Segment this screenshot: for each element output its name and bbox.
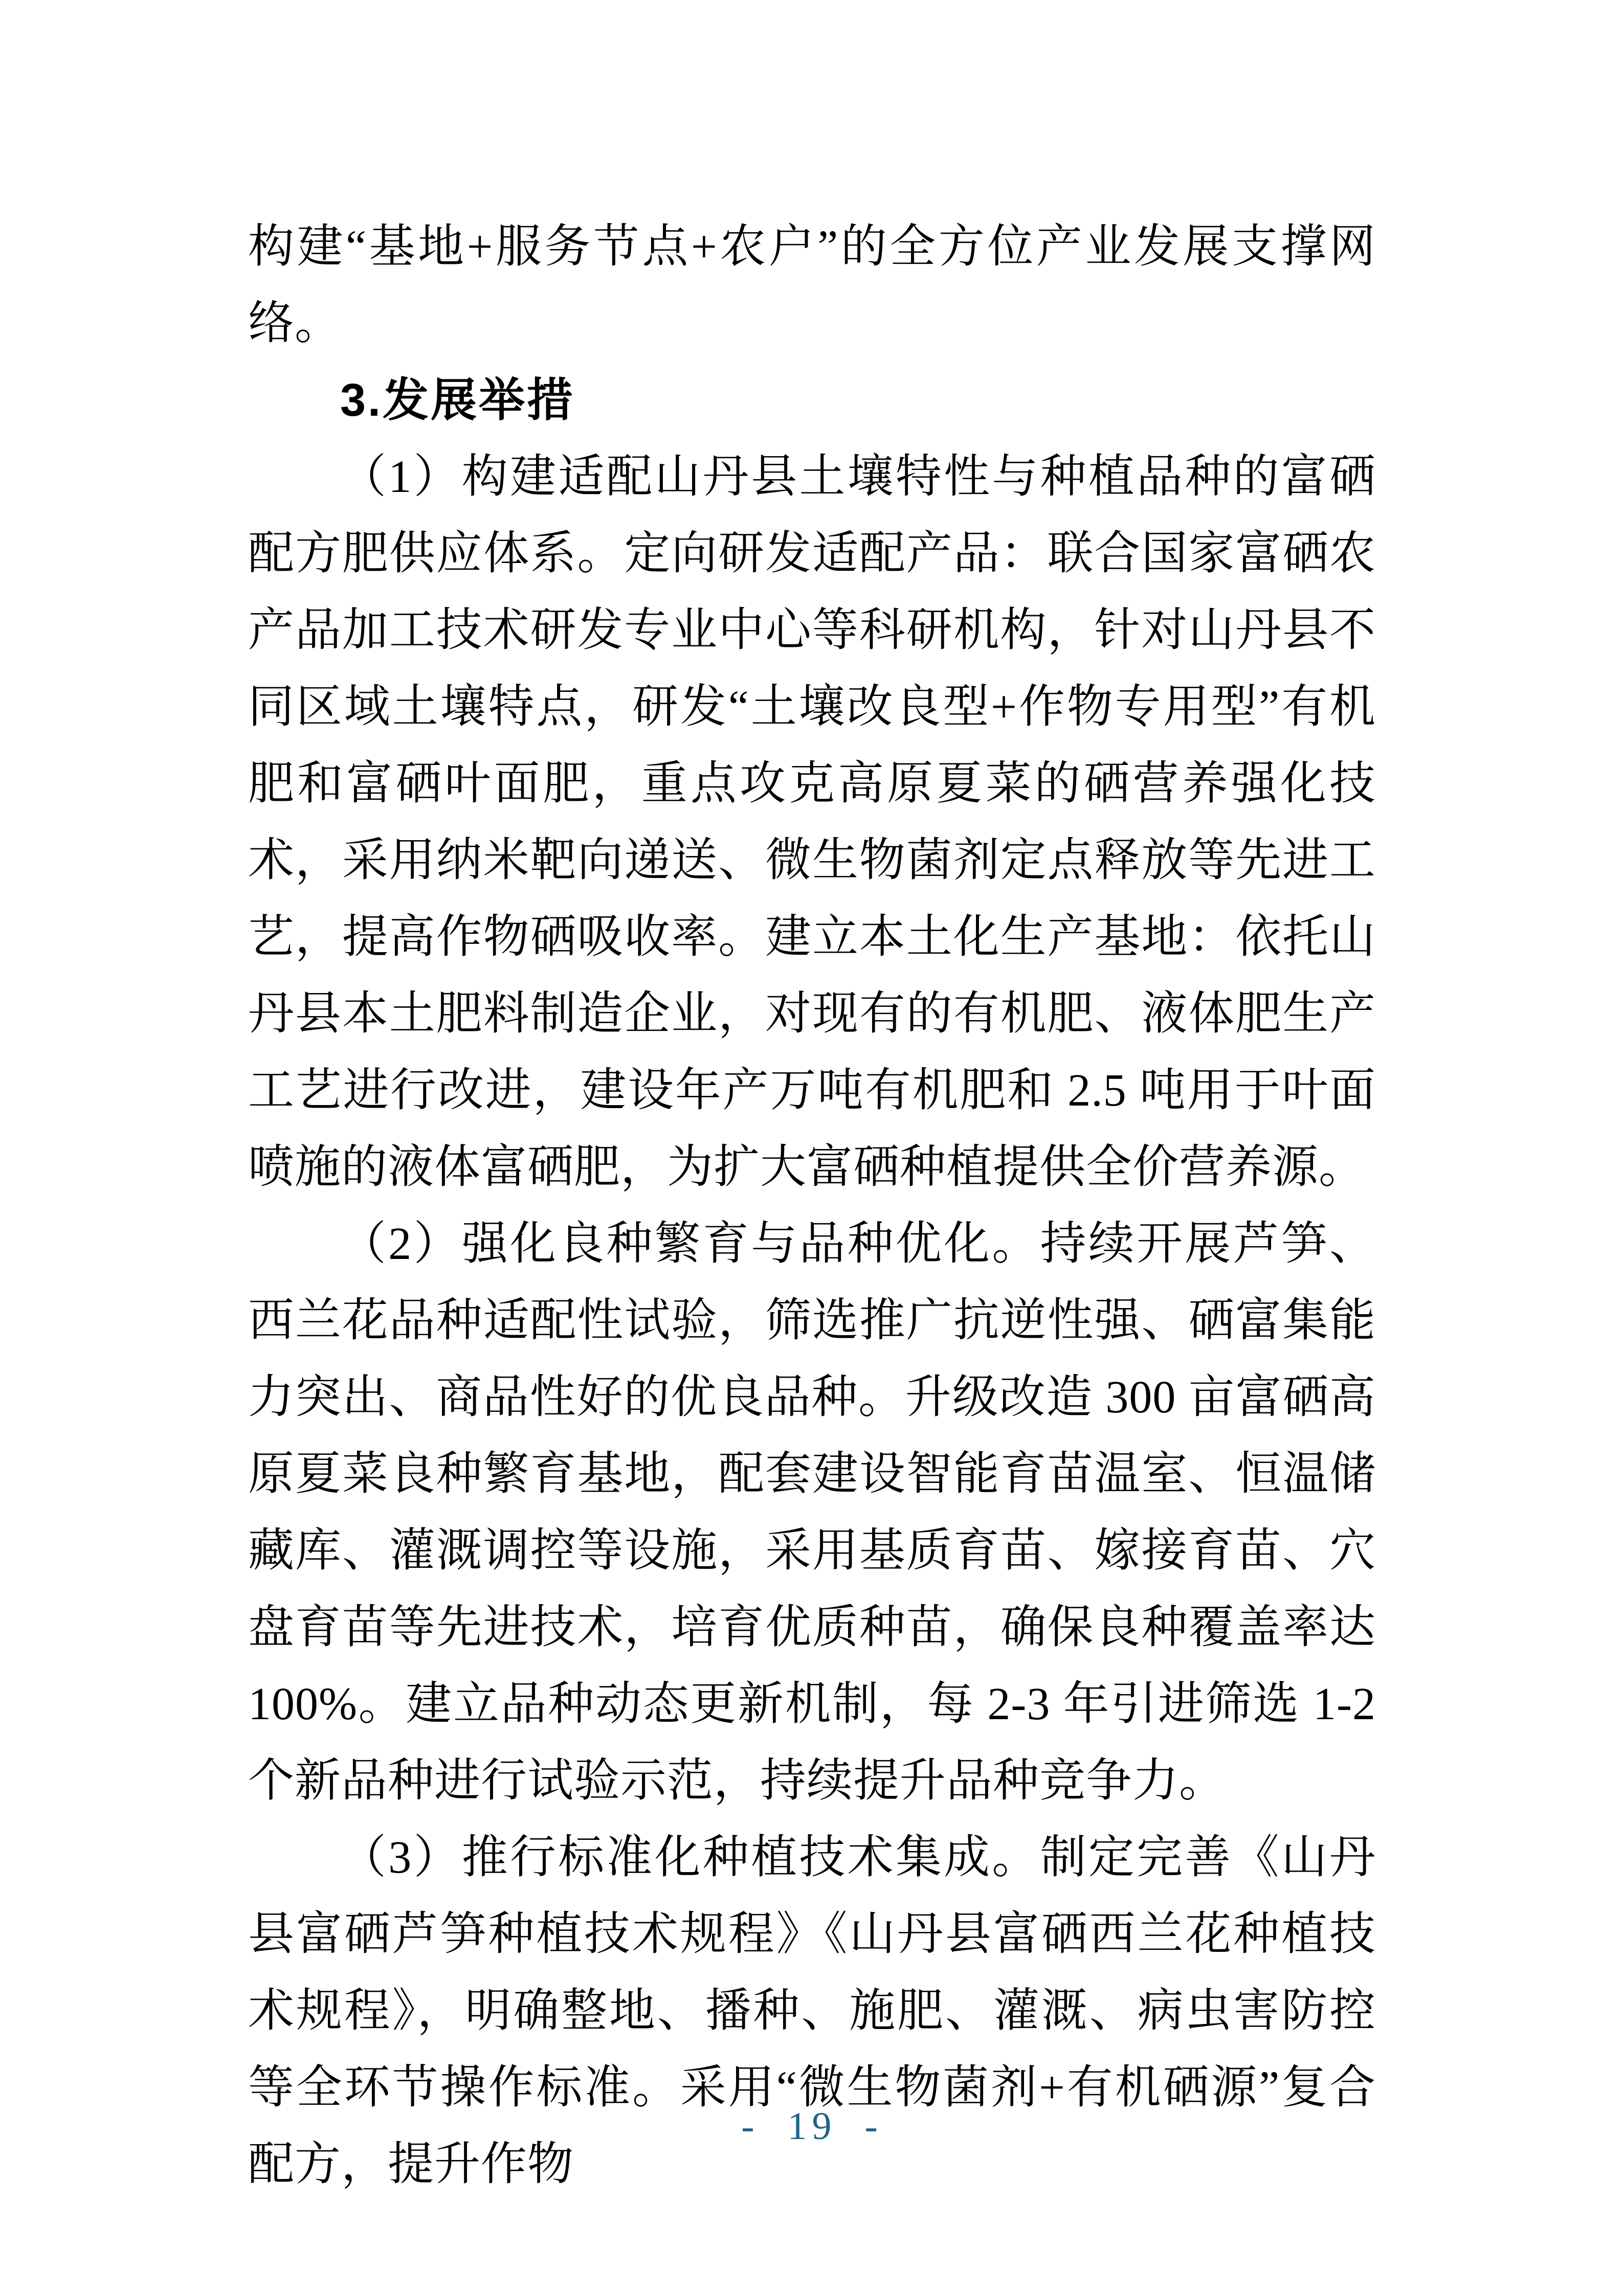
paragraph-3: （3）推行标准化种植技术集成。制定完善《山丹县富硒芦笋种植技术规程》《山丹县富硒西兰花种植技术规程》，明确整地、播种、施肥、灌溉、病虫害防控等全环节操作标准。采用“微生物菌剂+有机硒源”复合配方，提升作物	[248, 1832, 1376, 2190]
document-body	[248, 209, 1376, 2203]
section-heading: 3.发展举措	[340, 375, 575, 426]
paragraph-continuation: 构建“基地+服务节点+农户”的全方位产业发展支撑网络。	[248, 221, 1376, 349]
page-number: - 19 -	[741, 2105, 883, 2148]
paragraph-1: （1）构建适配山丹县土壤特性与种植品种的富硒配方肥供应体系。定向研发适配产品：联合国家富硒农产品加工技术研发专业中心等科研机构，针对山丹县不同区域土壤特点，研发“土壤改良型+作物专用型”有机肥和富硒叶面肥，重点攻克高原夏菜的硒营养强化技术，采用纳米靶向递送、微生物菌剂定点释放等先进工艺，提高作物硒吸收率。建立本土化生产基地：依托山丹县本土肥料制造企业，对现有的有机肥、液体肥生产工艺进行改进，建设年产万吨有机肥和 2.5 吨用于叶面喷施的液体富硒肥，为扩大富硒种植提供全价营养源。	[248, 452, 1376, 1192]
paragraph-2: （2）强化良种繁育与品种优化。持续开展芦笋、西兰花品种适配性试验，筛选推广抗逆性强、硒富集能力突出、商品性好的优良品种。升级改造 300 亩富硒高原夏菜良种繁育基地，配套建设智能育苗温室、恒温储藏库、灌溉调控等设施，采用基质育苗、嫁接育苗、穴盘育苗等先进技术，培育优质种苗，确保良种覆盖率达 100%。建立品种动态更新机制，每 2-3 年引进筛选 1-2 个新品种进行试验示范，持续提升品种竞争力。	[248, 1219, 1376, 1806]
page-footer	[0, 2101, 1624, 2152]
